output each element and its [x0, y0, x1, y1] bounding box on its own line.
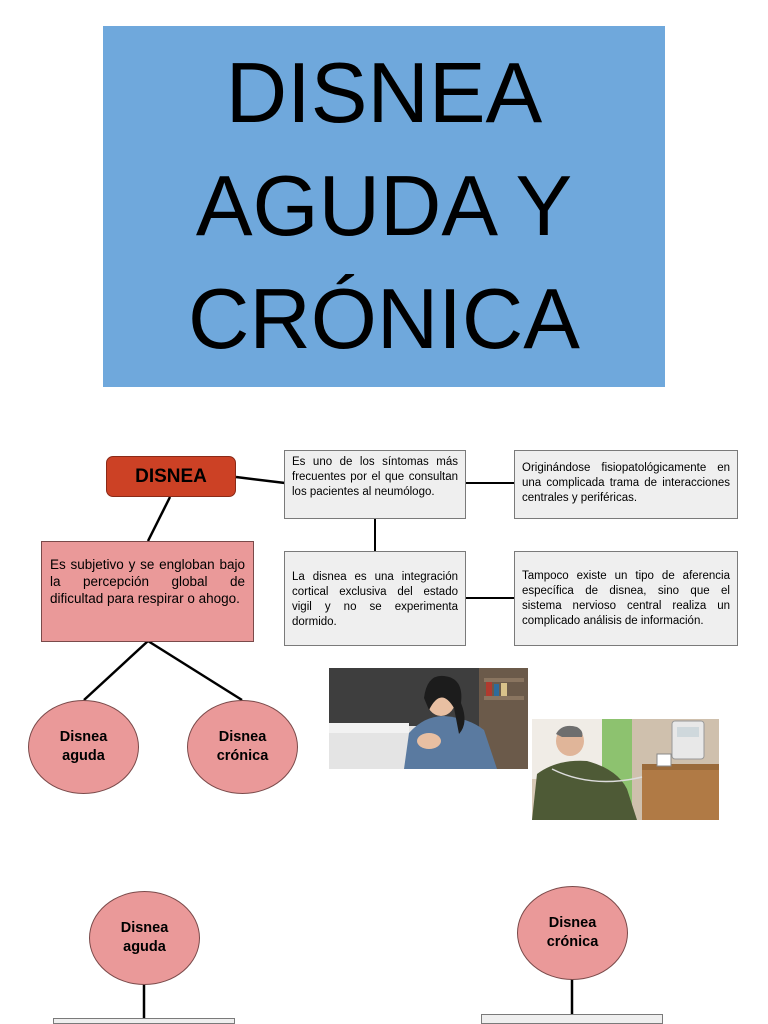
title-line-2: AGUDA Y — [195, 159, 573, 254]
definition-box: Es subjetivo y se engloban bajo la percepción global de dificultad para respirar o ahogo. — [41, 541, 254, 642]
bottom-acute-ellipse — [89, 891, 200, 985]
acute-ellipse — [28, 700, 139, 794]
bottom-chronic-box — [481, 1014, 663, 1024]
photo-woman-dyspnea — [329, 668, 528, 769]
info-box-origin: Originándose fisiopatológicamente en una complicada trama de interacciones centrales y periféricas. — [514, 450, 738, 519]
root-node: DISNEA — [106, 456, 236, 497]
connector-root-box1 — [236, 477, 285, 483]
connector-definition-chronic — [148, 641, 242, 700]
connector-definition-acute — [84, 641, 148, 700]
photo-elderly-man-oxygen — [532, 719, 719, 820]
bottom-chronic-ellipse — [517, 886, 628, 980]
title-line-3: CRÓNICA — [188, 272, 580, 367]
acute-ellipse-label: Disnea aguda — [59, 729, 108, 764]
chronic-ellipse — [187, 700, 298, 794]
connector-root-definition — [148, 497, 170, 541]
chronic-ellipse-label: Disnea crónica — [216, 729, 269, 764]
info-box-symptom: Es uno de los síntomas más frecuentes por el que consultan los pacientes al neumólogo. — [284, 450, 466, 519]
bottom-chronic-label: Disnea crónica — [546, 915, 599, 950]
info-box-afferent: Tampoco existe un tipo de aferencia específica de disnea, sino que el sistema nervioso central realiza un complicado análisis de información. — [514, 551, 738, 646]
bottom-acute-label: Disnea aguda — [120, 920, 169, 955]
title-line-1: DISNEA — [225, 46, 543, 141]
bottom-acute-box — [53, 1018, 235, 1024]
info-box-cortical: La disnea es una integración cortical exclusiva del estado vigil y no se experimenta dormido. — [284, 551, 466, 646]
